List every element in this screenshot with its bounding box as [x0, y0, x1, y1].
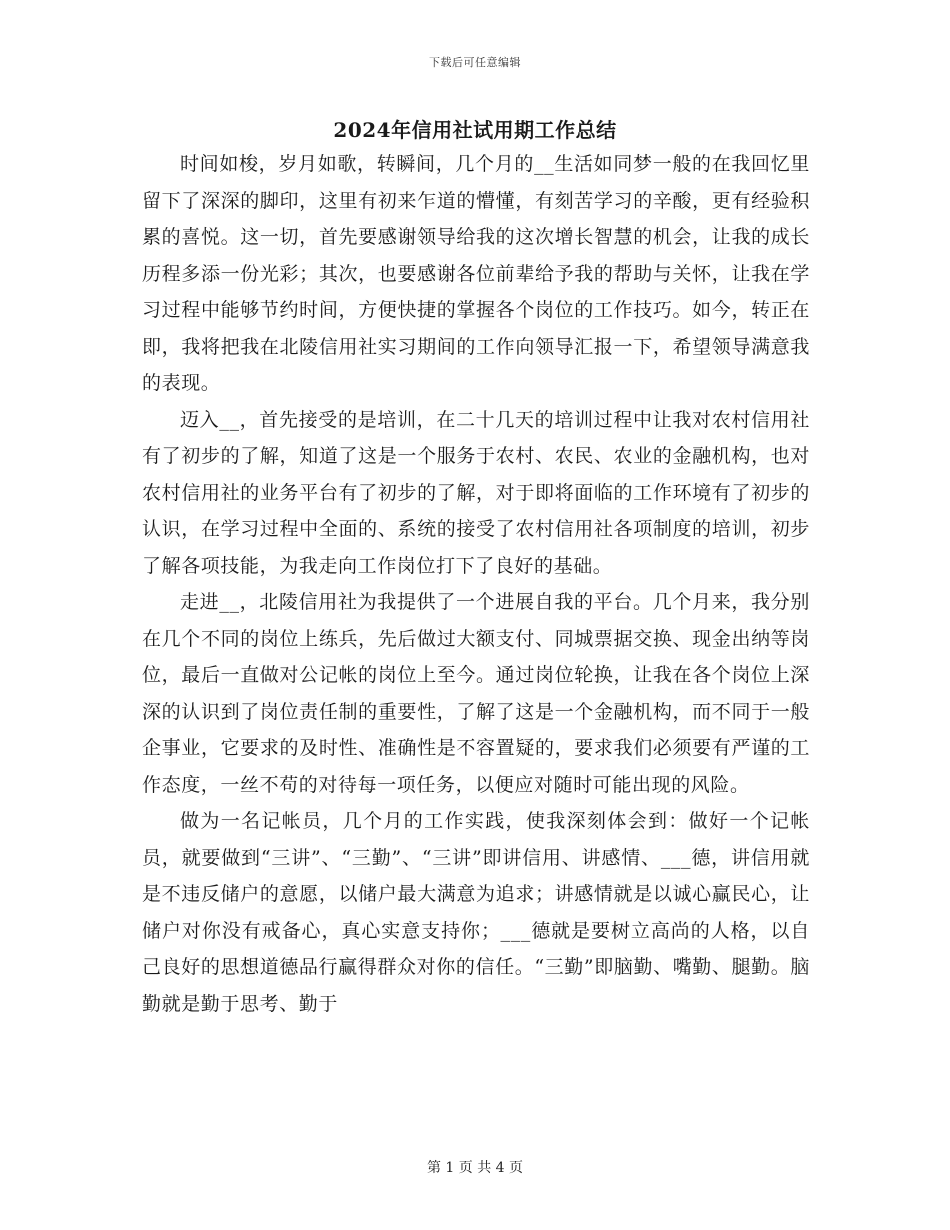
paragraph-2: 迈入__，首先接受的是培训，在二十几天的培训过程中让我对农村信用社有了初步的了解，知道了这是一个服务于农村、农民、农业的金融机构，也对农村信用社的业务平台有了初步的了解，对于即将面临的工作环境有了初步的认识，在学习过程中全面的、系统的接受了农村信用社各项制度的培训，初步了解各项技能，为我走向工作岗位打下了良好的基础。: [142, 408, 810, 577]
document-title: 2024年信用社试用期工作总结: [333, 118, 617, 142]
paragraph-4: 做为一名记帐员，几个月的工作实践，使我深刻体会到：做好一个记帐员，就要做到“三讲”、“三勤”、“三讲”即讲信用、讲感情、___德，讲信用就是不违反储户的意愿，以储户最大满意为追求；讲感情就是以诚心赢民心，让储户对你没有戒备心，真心实意支持你；___德就是要树立高尚的人格，以自己良好的思想道德品行赢得群众对你的信任。“三勤”即脑勤、嘴勤、腿勤。脑勤就是勤于思考、勤于: [142, 810, 810, 1015]
document-body: [142, 146, 810, 1022]
header-note: 下载后可任意编辑: [429, 56, 521, 69]
page-number: 第 1 页 共 4 页: [426, 1160, 524, 1176]
paragraph-1: 时间如梭，岁月如歌，转瞬间，几个月的__生活如同梦一般的在我回忆里留下了深深的脚印，这里有初来乍道的懵懂，有刻苦学习的辛酸，更有经验积累的喜悦。这一切，首先要感谢领导给我的这次增长智慧的机会，让我的成长历程多添一份光彩；其次，也要感谢各位前辈给予我的帮助与关怀，让我在学习过程中能够节约时间，方便快捷的掌握各个岗位的工作技巧。如今，转正在即，我将把我在北陵信用社实习期间的工作向领导汇报一下，希望领导满意我的表现。: [142, 153, 810, 394]
paragraph-3: 走进__，北陵信用社为我提供了一个进展自我的平台。几个月来，我分别在几个不同的岗位上练兵，先后做过大额支付、同城票据交换、现金出纳等岗位，最后一直做对公记帐的岗位上至今。通过岗位轮换，让我在各个岗位上深深的认识到了岗位责任制的重要性，了解了这是一个金融机构，而不同于一般企事业，它要求的及时性、准确性是不容置疑的，要求我们必须要有严谨的工作态度，一丝不苟的对待每一项任务，以便应对随时可能出现的风险。: [142, 591, 810, 796]
